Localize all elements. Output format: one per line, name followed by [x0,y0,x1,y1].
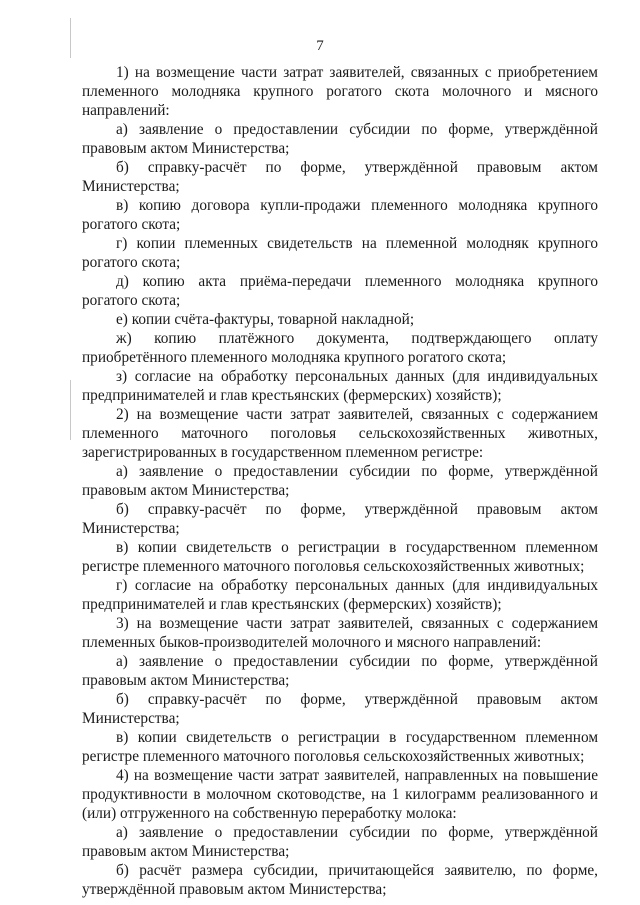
document-body [82,63,598,899]
paragraph: в) копию договора купли-продажи племенного молодняка крупного рогатого скота; [82,197,598,233]
paragraph: в) копии свидетельств о регистрации в государственном племенном регистре племенного маточного поголовья сельскохозяйственных животных; [82,729,598,765]
paragraph: ж) копию платёжного документа, подтверждающего оплату приобретённого племенного молодняка крупного рогатого скота; [82,330,598,366]
paragraph: а) заявление о предоставлении субсидии по форме, утверждённой правовым актом Министерства; [82,121,598,157]
paragraph: з) согласие на обработку персональных данных (для индивидуальных предпринимателей и глав крестьянских (фермерских) хозяйств); [82,368,598,404]
paragraph: е) копии счёта-фактуры, товарной накладной; [116,311,415,328]
scan-margin-mark [70,380,71,440]
paragraph: б) справку-расчёт по форме, утверждённой правовым актом Министерства; [82,501,598,537]
paragraph: г) копии племенных свидетельств на племенной молодняк крупного рогатого скота; [82,235,598,271]
paragraph: 4) на возмещение части затрат заявителей, направленных на повышение продуктивности в молочном скотоводстве, на 1 килограмм реализованного и (или) отгруженного на собственную переработку молока: [82,767,598,822]
paragraph: а) заявление о предоставлении субсидии по форме, утверждённой правовым актом Министерства; [82,463,598,499]
page-number: 7 [316,38,324,54]
scan-margin-mark [70,18,71,58]
paragraph: 2) на возмещение части затрат заявителей, связанных с содержанием племенного маточного поголовья сельскохозяйственных животных, зарегистрированных в государственном племенном регистре: [82,406,598,461]
paragraph: а) заявление о предоставлении субсидии по форме, утверждённой правовым актом Министерства; [82,653,598,689]
paragraph: д) копию акта приёма-передачи племенного молодняка крупного рогатого скота; [82,273,598,309]
paragraph: 3) на возмещение части затрат заявителей, связанных с содержанием племенных быков-производителей молочного и мясного направлений: [82,615,598,651]
paragraph: б) расчёт размера субсидии, причитающейся заявителю, по форме, утверждённой правовым актом Министерства; [82,862,598,898]
paragraph: г) согласие на обработку персональных данных (для индивидуальных предпринимателей и глав крестьянских (фермерских) хозяйств); [82,577,598,613]
paragraph: б) справку-расчёт по форме, утверждённой правовым актом Министерства; [82,159,598,195]
paragraph: в) копии свидетельств о регистрации в государственном племенном регистре племенного маточного поголовья сельскохозяйственных животных; [82,539,598,575]
paragraph: б) справку-расчёт по форме, утверждённой правовым актом Министерства; [82,691,598,727]
paragraph: а) заявление о предоставлении субсидии по форме, утверждённой правовым актом Министерства; [82,824,598,860]
paragraph: 1) на возмещение части затрат заявителей, связанных с приобретением племенного молодняка крупного рогатого скота молочного и мясного направлений: [82,64,598,119]
